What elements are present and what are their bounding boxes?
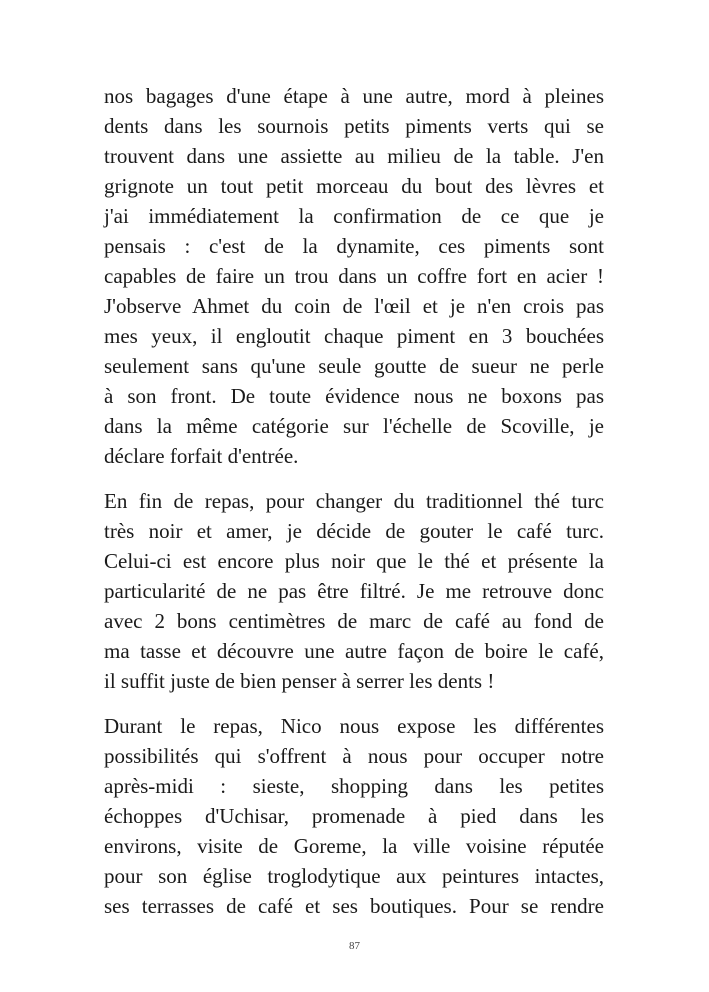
text-line: échoppes d'Uchisar, promenade à pied dans les — [104, 804, 604, 828]
text-line: nos bagages d'une étape à une autre, mord à pleines — [104, 84, 604, 108]
text-line: trouvent dans une assiette au milieu de la table. J'en — [104, 144, 604, 168]
text-line: pour son église troglodytique aux peintures intactes, — [104, 864, 604, 888]
body-text — [104, 81, 604, 936]
text-line: possibilités qui s'offrent à nous pour occuper notre — [104, 744, 604, 768]
text-line: Celui-ci est encore plus noir que le thé et présente la — [104, 549, 604, 573]
text-line: déclare forfait d'entrée. — [104, 444, 299, 468]
text-line: ses terrasses de café et ses boutiques. Pour se rendre — [104, 894, 604, 918]
text-line: mes yeux, il engloutit chaque piment en 3 bouchées — [104, 324, 604, 348]
text-line: particularité de ne pas être filtré. Je me retrouve donc — [104, 579, 604, 603]
text-line: J'observe Ahmet du coin de l'œil et je n'en crois pas — [104, 294, 604, 318]
text-line: j'ai immédiatement la confirmation de ce que je — [104, 204, 604, 228]
text-line: environs, visite de Goreme, la ville voisine réputée — [104, 834, 604, 858]
text-line: à son front. De toute évidence nous ne boxons pas — [104, 384, 604, 408]
text-line: très noir et amer, je décide de gouter le café turc. — [104, 519, 604, 543]
text-line: avec 2 bons centimètres de marc de café au fond de — [104, 609, 604, 633]
text-line: En fin de repas, pour changer du traditionnel thé turc — [104, 489, 604, 513]
text-line: après-midi : sieste, shopping dans les petites — [104, 774, 604, 798]
text-line: capables de faire un trou dans un coffre fort en acier ! — [104, 264, 604, 288]
text-line: il suffit juste de bien penser à serrer les dents ! — [104, 669, 495, 693]
page-number: 87 — [349, 940, 360, 952]
text-line: Durant le repas, Nico nous expose les différentes — [104, 714, 604, 738]
text-line: seulement sans qu'une seule goutte de sueur ne perle — [104, 354, 604, 378]
paragraph-3 — [104, 711, 604, 921]
text-line: dans la même catégorie sur l'échelle de Scoville, je — [104, 414, 604, 438]
paragraph-2 — [104, 486, 604, 696]
paragraph-1 — [104, 81, 604, 471]
text-line: dents dans les sournois petits piments verts qui se — [104, 114, 604, 138]
text-line: grignote un tout petit morceau du bout des lèvres et — [104, 174, 604, 198]
text-line: ma tasse et découvre une autre façon de boire le café, — [104, 639, 604, 663]
text-line: pensais : c'est de la dynamite, ces piments sont — [104, 234, 604, 258]
